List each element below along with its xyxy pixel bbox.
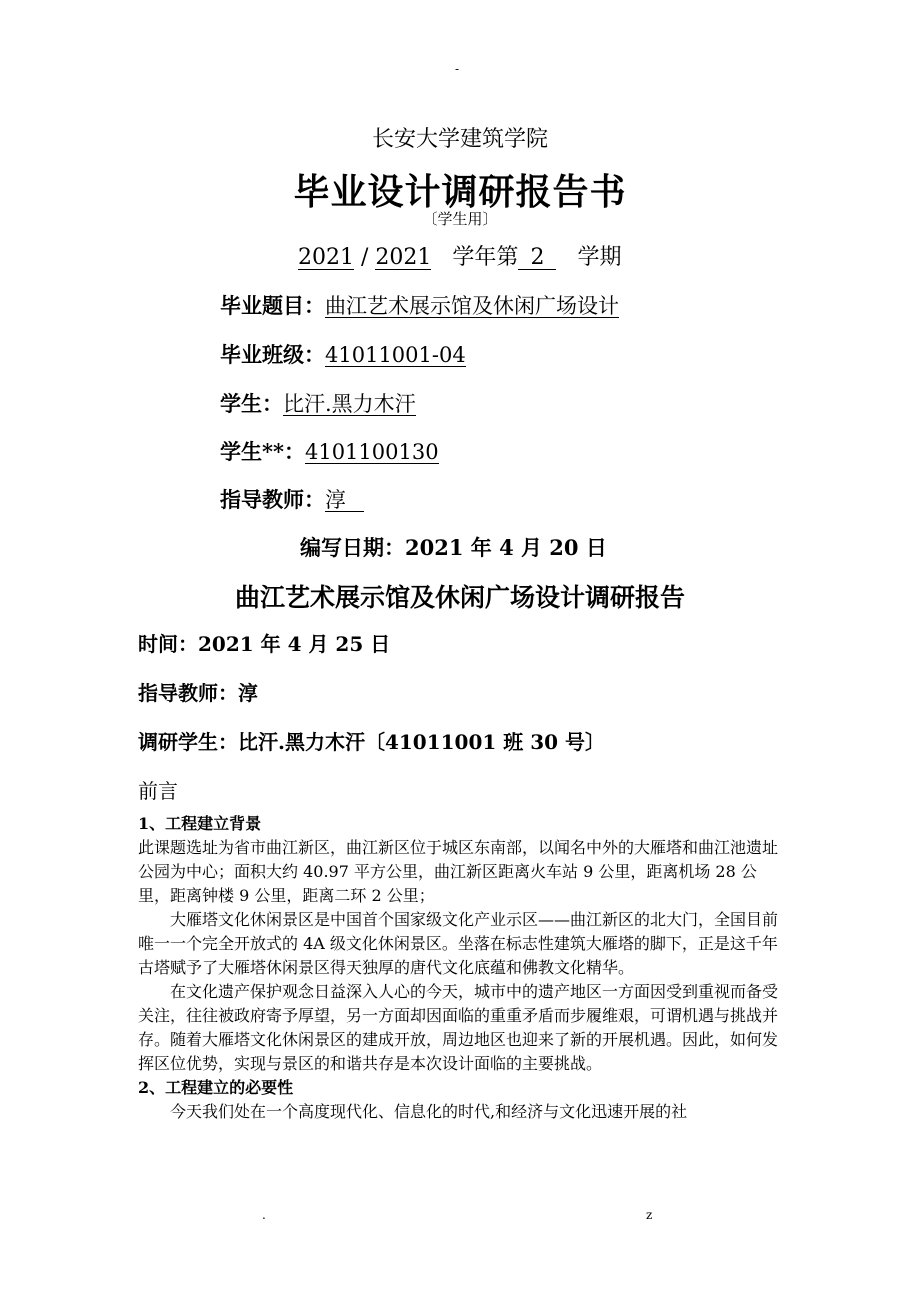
report-title: 曲江艺术展示馆及休闲广场设计调研报告	[234, 583, 685, 612]
section-1-paragraph-2: 大雁塔文化休闲景区是中国首个国家级文化产业示区——曲江新区的北大门，全国目前唯一一个完全开放式的 4A 级文化休闲景区。坐落在标志性建筑大雁塔的脚下，正是这千年古塔赋予了大雁塔休闲景区得天独厚的唐代文化底蕴和佛教文化精华。	[138, 910, 779, 977]
term-semester: 2	[518, 246, 556, 270]
term-year-label: 学年第	[452, 245, 519, 270]
field-class	[220, 339, 466, 369]
report-student: 调研学生：比汗.黑力木汗〔41011001 班 30 号〕	[138, 730, 606, 754]
header-mark: -	[455, 62, 460, 76]
date-line: 编写日期：2021 年 4 月 20 日	[300, 535, 607, 560]
section-2-heading: 2、工程建立的必要性	[138, 1078, 294, 1097]
report-time: 时间：2021 年 4 月 25 日	[138, 632, 391, 656]
cover-subtitle: 〔学生用〕	[422, 210, 498, 228]
section-1-paragraph-1: 此课题选址为省市曲江新区，曲江新区位于城区东南部，以闻名中外的大雁塔和曲江池遗址公园为中心；面积大约 40.97 平方公里，曲江新区距离火车站 9 公里，距离机场 28 公里，距离钟楼 9 公里，距离二环 2 公里；	[138, 838, 779, 905]
term-year-end: 2021	[375, 245, 432, 270]
section-2-paragraph-1: 今天我们处在一个高度现代化、信息化的时代,和经济与文化迅速开展的社	[170, 1102, 688, 1121]
field-advisor	[220, 484, 364, 514]
field-topic-label: 毕业题目：	[220, 293, 325, 318]
field-advisor-label: 指导教师：	[220, 487, 325, 512]
field-student-id-value: 4101100130	[304, 440, 439, 464]
field-student	[220, 388, 416, 418]
term-line	[298, 240, 621, 271]
preface-heading: 前言	[138, 779, 178, 803]
field-topic-value: 曲江艺术展示馆及休闲广场设计	[325, 294, 619, 318]
field-topic	[220, 290, 619, 320]
field-student-label: 学生：	[220, 391, 283, 416]
field-student-value: 比汗.黑力木汗	[283, 392, 416, 416]
field-class-value: 41011001-04	[325, 343, 466, 367]
footer-left-mark: .	[262, 1208, 266, 1222]
section-1-heading: 1、工程建立背景	[138, 814, 262, 833]
report-body	[138, 812, 788, 1124]
institution-name: 长安大学建筑学院	[371, 127, 548, 152]
report-advisor: 指导教师：淳	[138, 681, 258, 705]
field-student-id-label: 学生**：	[220, 439, 305, 464]
cover-title: 毕业设计调研报告书	[293, 171, 627, 213]
section-1-paragraph-3: 在文化遗产保护观念日益深入人心的今天，城市中的遗产地区一方面因受到重视而备受关注，往往被政府寄予厚望，另一方面却因面临的重重矛盾而步履维艰，可谓机遇与挑战并存。随着大雁塔文化休闲景区的建成开放，周边地区也迎来了新的开展机遇。因此，如何发挥区位优势，实现与景区的和谐共存是本次设计面临的主要挑战。	[138, 982, 779, 1073]
term-sep: /	[361, 245, 369, 270]
field-class-label: 毕业班级：	[220, 342, 325, 367]
field-advisor-value: 淳	[325, 489, 364, 512]
footer-right-mark: z	[646, 1208, 653, 1222]
term-year-start: 2021	[298, 245, 354, 270]
term-semester-label: 学期	[577, 245, 622, 270]
field-student-id	[220, 436, 439, 466]
